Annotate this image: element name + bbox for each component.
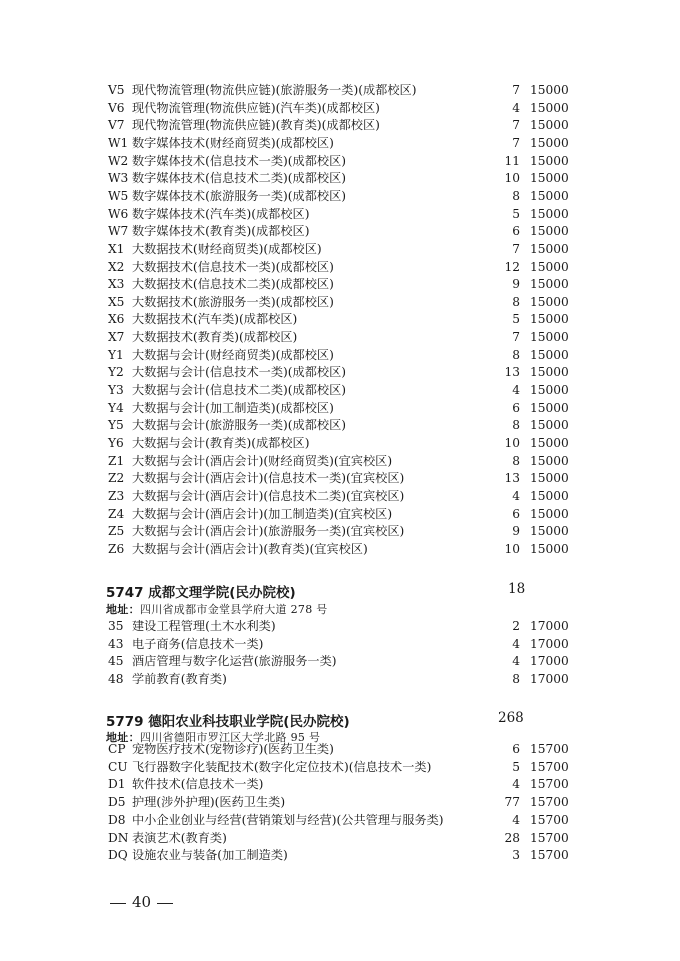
table-row xyxy=(0,506,680,523)
table-row xyxy=(0,417,680,434)
enrollment-count: 8 xyxy=(512,294,520,309)
tuition-fee: 15000 xyxy=(530,206,569,221)
tuition-fee: 15000 xyxy=(530,100,569,115)
table-row xyxy=(0,223,680,240)
program-name: 现代物流管理(物流供应链)(旅游服务一类)(成都校区) xyxy=(132,83,417,97)
program-name: 大数据与会计(酒店会计)(信息技术二类)(宜宾校区) xyxy=(132,488,405,503)
program-name: 大数据与会计(酒店会计)(加工制造类)(宜宾校区) xyxy=(132,506,393,521)
enrollment-count: 8 xyxy=(512,347,520,362)
tuition-fee: 15700 xyxy=(530,795,569,810)
enrollment-count: 8 xyxy=(512,453,520,468)
address-text: 四川省成都市金堂县学府大道 278 号 xyxy=(139,603,328,616)
enrollment-count: 9 xyxy=(512,524,520,539)
program-name: 大数据与会计(信息技术二类)(成都校区) xyxy=(132,383,347,398)
program-code: Y2 xyxy=(108,365,124,380)
program-name: 飞行器数字化装配技术(数字化定位技术)(信息技术一类) xyxy=(132,759,432,774)
table-row xyxy=(0,794,680,811)
school-total-count: 268 xyxy=(498,710,524,726)
enrollment-count: 7 xyxy=(512,135,520,150)
enrollment-count: 7 xyxy=(512,118,520,133)
tuition-fee: 15700 xyxy=(530,812,569,827)
enrollment-count: 11 xyxy=(504,153,520,168)
program-name: 大数据技术(教育类)(成都校区) xyxy=(132,330,298,345)
program-code: X5 xyxy=(108,294,125,309)
program-name: 护理(涉外护理)(医药卫生类) xyxy=(132,795,286,810)
tuition-fee: 15700 xyxy=(530,759,569,774)
enrollment-count: 7 xyxy=(512,83,520,97)
enrollment-count: 6 xyxy=(512,506,520,521)
program-code: Y6 xyxy=(108,436,124,450)
program-name: 数字媒体技术(教育类)(成都校区) xyxy=(132,224,310,239)
school-title: 5747 成都文理学院(民办院校) xyxy=(106,585,296,601)
program-code: V5 xyxy=(108,83,125,97)
table-row xyxy=(0,311,680,328)
enrollment-count: 12 xyxy=(504,259,520,274)
program-code: Y3 xyxy=(108,383,124,398)
table-row xyxy=(0,82,680,99)
program-code: X6 xyxy=(108,312,125,327)
table-row xyxy=(0,364,680,381)
program-name: 大数据技术(信息技术二类)(成都校区) xyxy=(132,277,334,292)
program-name: 大数据与会计(酒店会计)(信息技术一类)(宜宾校区) xyxy=(132,471,405,486)
program-code: CP xyxy=(108,742,126,756)
tuition-fee: 15000 xyxy=(530,471,569,486)
program-code: X1 xyxy=(108,241,125,256)
program-code: DN xyxy=(108,830,129,845)
enrollment-count: 10 xyxy=(504,541,520,556)
table-row xyxy=(0,671,680,688)
enrollment-count: 9 xyxy=(512,277,520,292)
address-label: 地址： xyxy=(106,731,140,744)
table-row xyxy=(0,741,680,758)
table-row xyxy=(0,470,680,487)
program-code: W6 xyxy=(108,206,129,221)
program-code: Z4 xyxy=(108,506,125,521)
tuition-fee: 15000 xyxy=(530,277,569,292)
table-row xyxy=(0,347,680,364)
enrollment-count: 4 xyxy=(512,654,520,669)
dash-right xyxy=(157,903,173,904)
table-row xyxy=(0,776,680,793)
program-code: DQ xyxy=(108,848,128,863)
program-name: 软件技术(信息技术一类) xyxy=(132,777,264,792)
program-name: 数字媒体技术(汽车类)(成都校区) xyxy=(132,206,310,221)
program-code: Z2 xyxy=(108,471,125,486)
tuition-fee: 15000 xyxy=(530,524,569,539)
program-code: D8 xyxy=(108,812,126,827)
program-name: 表演艺术(教育类) xyxy=(132,830,227,845)
program-name: 大数据与会计(加工制造类)(成都校区) xyxy=(132,400,334,415)
enrollment-count: 7 xyxy=(512,330,520,345)
table-row xyxy=(0,170,680,187)
table-row xyxy=(0,117,680,134)
program-name: 现代物流管理(物流供应链)(汽车类)(成都校区) xyxy=(132,100,380,115)
table-row xyxy=(0,276,680,293)
program-code: W5 xyxy=(108,188,129,203)
enrollment-count: 10 xyxy=(504,436,520,450)
enrollment-count: 6 xyxy=(512,400,520,415)
program-name: 大数据技术(信息技术一类)(成都校区) xyxy=(132,259,334,274)
tuition-fee: 15000 xyxy=(530,118,569,133)
program-name: 酒店管理与数字化运营(旅游服务一类) xyxy=(132,654,337,669)
table-row xyxy=(0,329,680,346)
tuition-fee: 15000 xyxy=(530,436,569,450)
program-code: Y1 xyxy=(108,347,124,362)
enrollment-count: 8 xyxy=(512,188,520,203)
enrollment-count: 13 xyxy=(504,471,520,486)
program-name: 学前教育(教育类) xyxy=(132,671,227,686)
tuition-fee: 15700 xyxy=(530,777,569,792)
program-code: W1 xyxy=(108,135,129,150)
program-code: W3 xyxy=(108,171,129,186)
program-code: X3 xyxy=(108,277,125,292)
school-address-5747 xyxy=(106,601,328,617)
enrollment-count: 5 xyxy=(512,312,520,327)
program-code: X2 xyxy=(108,259,125,274)
program-code: Y4 xyxy=(108,400,124,415)
school-header-5747 xyxy=(106,581,526,601)
program-code: Z3 xyxy=(108,488,125,503)
program-name: 大数据与会计(信息技术一类)(成都校区) xyxy=(132,365,347,380)
enrollment-count: 4 xyxy=(512,488,520,503)
program-name: 大数据技术(财经商贸类)(成都校区) xyxy=(132,241,322,256)
program-name: 大数据与会计(酒店会计)(教育类)(宜宾校区) xyxy=(132,541,368,556)
tuition-fee: 15000 xyxy=(530,541,569,556)
program-name: 数字媒体技术(财经商贸类)(成都校区) xyxy=(132,135,334,150)
table-row xyxy=(0,259,680,276)
table-row xyxy=(0,847,680,864)
table-row xyxy=(0,153,680,170)
program-name: 大数据与会计(财经商贸类)(成都校区) xyxy=(132,347,334,362)
table-row xyxy=(0,294,680,311)
tuition-fee: 15000 xyxy=(530,383,569,398)
program-code: Y5 xyxy=(108,418,124,433)
enrollment-count: 4 xyxy=(512,777,520,792)
table-row xyxy=(0,382,680,399)
tuition-fee: 15000 xyxy=(530,400,569,415)
program-name: 大数据与会计(旅游服务一类)(成都校区) xyxy=(132,418,347,433)
program-name: 电子商务(信息技术一类) xyxy=(132,636,264,651)
enrollment-count: 5 xyxy=(512,759,520,774)
program-code: 35 xyxy=(108,619,124,633)
program-code: 43 xyxy=(108,636,124,651)
school-header-5779 xyxy=(106,710,524,730)
program-code: Z6 xyxy=(108,541,125,556)
program-code: 45 xyxy=(108,654,124,669)
tuition-fee: 15000 xyxy=(530,294,569,309)
tuition-fee: 15700 xyxy=(530,848,569,863)
program-code: Z5 xyxy=(108,524,125,539)
program-name: 大数据技术(汽车类)(成都校区) xyxy=(132,312,298,327)
page-footer xyxy=(104,893,179,911)
program-name: 大数据与会计(酒店会计)(旅游服务一类)(宜宾校区) xyxy=(132,524,405,539)
tuition-fee: 15700 xyxy=(530,830,569,845)
enrollment-count: 4 xyxy=(512,383,520,398)
tuition-fee: 15000 xyxy=(530,241,569,256)
enrollment-count: 28 xyxy=(504,830,520,845)
program-code: W7 xyxy=(108,224,129,239)
page-number: 40 xyxy=(132,893,152,911)
table-row xyxy=(0,541,680,558)
program-code: D5 xyxy=(108,795,126,810)
enrollment-count: 77 xyxy=(504,795,520,810)
enrollment-count: 4 xyxy=(512,812,520,827)
program-code: Z1 xyxy=(108,453,125,468)
table-row xyxy=(0,453,680,470)
tuition-fee: 15000 xyxy=(530,365,569,380)
tuition-fee: 15000 xyxy=(530,347,569,362)
tuition-fee: 17000 xyxy=(530,671,569,686)
table-row xyxy=(0,523,680,540)
tuition-fee: 15000 xyxy=(530,418,569,433)
program-name: 现代物流管理(物流供应链)(教育类)(成都校区) xyxy=(132,118,380,133)
table-row xyxy=(0,400,680,417)
enrollment-count: 4 xyxy=(512,636,520,651)
enrollment-count: 5 xyxy=(512,206,520,221)
table-row xyxy=(0,636,680,653)
enrollment-count: 8 xyxy=(512,671,520,686)
table-row xyxy=(0,100,680,117)
table-row xyxy=(0,188,680,205)
program-name: 数字媒体技术(旅游服务一类)(成都校区) xyxy=(132,188,347,203)
program-name: 大数据与会计(酒店会计)(财经商贸类)(宜宾校区) xyxy=(132,453,393,468)
tuition-fee: 15000 xyxy=(530,188,569,203)
tuition-fee: 15000 xyxy=(530,330,569,345)
table-row xyxy=(0,435,680,452)
tuition-fee: 15000 xyxy=(530,135,569,150)
program-code: X7 xyxy=(108,330,125,345)
enrollment-count: 10 xyxy=(504,171,520,186)
tuition-fee: 15700 xyxy=(530,742,569,756)
program-code: V7 xyxy=(108,118,125,133)
table-row xyxy=(0,812,680,829)
program-code: D1 xyxy=(108,777,126,792)
table-row xyxy=(0,206,680,223)
tuition-fee: 15000 xyxy=(530,312,569,327)
tuition-fee: 17000 xyxy=(530,619,569,633)
enrollment-count: 4 xyxy=(512,100,520,115)
address-label: 地址： xyxy=(106,603,140,616)
enrollment-count: 6 xyxy=(512,224,520,239)
program-name: 中小企业创业与经营(营销策划与经营)(公共管理与服务类) xyxy=(132,812,444,827)
tuition-fee: 15000 xyxy=(530,488,569,503)
dash-left xyxy=(110,903,126,904)
enrollment-count: 7 xyxy=(512,241,520,256)
enrollment-count: 13 xyxy=(504,365,520,380)
table-row xyxy=(0,618,680,635)
table-row xyxy=(0,653,680,670)
tuition-fee: 15000 xyxy=(530,171,569,186)
enrollment-count: 3 xyxy=(512,848,520,863)
table-row xyxy=(0,759,680,776)
tuition-fee: 17000 xyxy=(530,654,569,669)
program-code: CU xyxy=(108,759,128,774)
program-name: 大数据与会计(教育类)(成都校区) xyxy=(132,436,310,450)
program-name: 数字媒体技术(信息技术一类)(成都校区) xyxy=(132,153,347,168)
tuition-fee: 15000 xyxy=(530,506,569,521)
program-name: 大数据技术(旅游服务一类)(成都校区) xyxy=(132,294,334,309)
table-row xyxy=(0,830,680,847)
enrollment-count: 6 xyxy=(512,742,520,756)
school-total-count: 18 xyxy=(508,581,526,597)
table-row xyxy=(0,241,680,258)
tuition-fee: 15000 xyxy=(530,259,569,274)
address-text: 四川省德阳市罗江区大学北路 95 号 xyxy=(139,731,321,744)
table-row xyxy=(0,488,680,505)
program-code: 48 xyxy=(108,671,124,686)
school-title: 5779 德阳农业科技职业学院(民办院校) xyxy=(106,714,350,730)
program-name: 建设工程管理(土木水利类) xyxy=(132,619,276,633)
program-name: 设施农业与装备(加工制造类) xyxy=(132,848,288,863)
tuition-fee: 15000 xyxy=(530,153,569,168)
tuition-fee: 15000 xyxy=(530,453,569,468)
program-name: 宠物医疗技术(宠物诊疗)(医药卫生类) xyxy=(132,742,334,756)
tuition-fee: 17000 xyxy=(530,636,569,651)
program-code: V6 xyxy=(108,100,125,115)
program-name: 数字媒体技术(信息技术二类)(成都校区) xyxy=(132,171,347,186)
tuition-fee: 15000 xyxy=(530,83,569,97)
tuition-fee: 15000 xyxy=(530,224,569,239)
enrollment-count: 2 xyxy=(512,619,520,633)
enrollment-count: 8 xyxy=(512,418,520,433)
program-code: W2 xyxy=(108,153,129,168)
table-row xyxy=(0,135,680,152)
